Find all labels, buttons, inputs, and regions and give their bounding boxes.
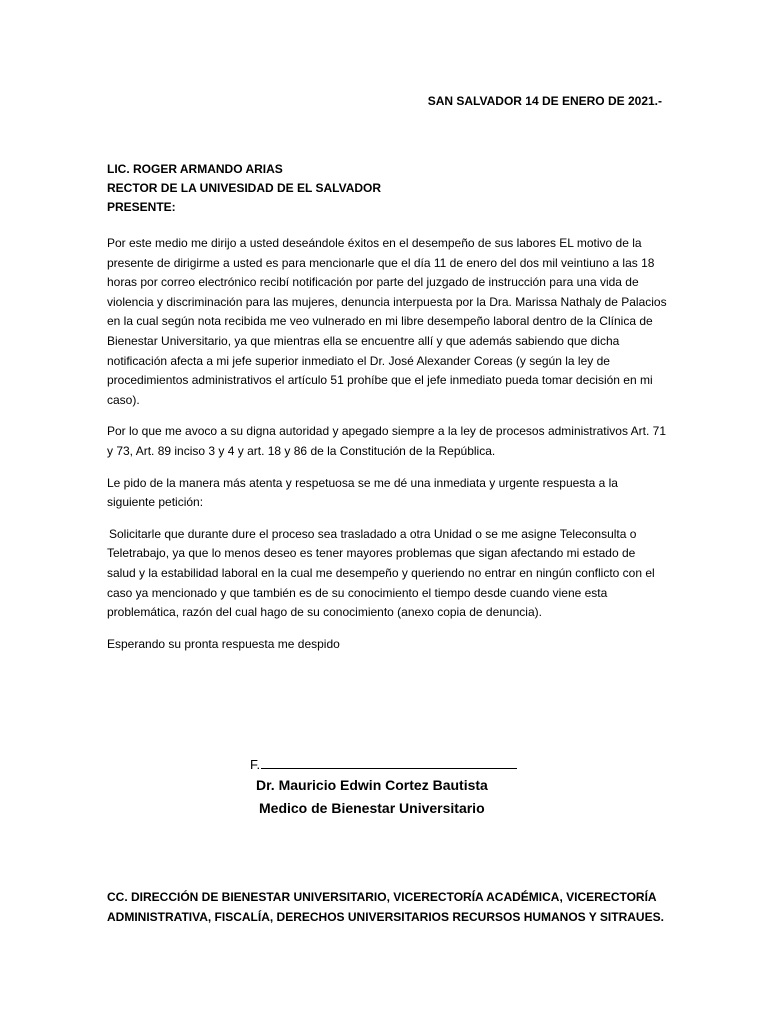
date-line: SAN SALVADOR 14 DE ENERO DE 2021.- xyxy=(427,94,662,108)
paragraph-legal-basis: Por lo que me avoco a su digna autoridad y apegado siempre a la ley de procesos administrativos Art. 71 y 73, Art. 89 inciso 3 y 4 y art. 18 y 86 de la Constitución de la República. xyxy=(107,424,666,458)
signatory-role: Medico de Bienestar Universitario xyxy=(259,800,485,816)
signature-line xyxy=(250,756,530,774)
recipient-block xyxy=(107,160,667,217)
letter-body xyxy=(107,234,667,666)
recipient-title: RECTOR DE LA UNIVESIDAD DE EL SALVADOR xyxy=(107,181,382,195)
paragraph-intro: Por este medio me dirijo a usted deseándole éxitos en el desempeño de sus labores EL motivo de la presente de dirigirme a usted es para mencionarle que el día 11 de enero del dos mil veintiuno a las 18 horas por correo electrónico recibí notificación por parte del juzgado de instrucción para una vida de violencia y discriminación para las mujeres, denuncia interpuesta por la Dra. Marissa Nathaly de Palacios en la cual según nota recibida me veo vulnerado en mi libre desempeño laboral dentro de la Clínica de Bienestar Universitario, ya que mientras ella se encuentre allí y que además sabiendo que dicha notificación afecta a mi jefe superior inmediato el Dr. José Alexander Coreas (y según la ley de procedimientos administrativos el artículo 51 prohíbe que el jefe inmediato pueda tomar decisión en mi caso). xyxy=(107,236,667,407)
recipient-salutation: PRESENTE: xyxy=(107,200,176,214)
paragraph-request: Solicitarle que durante dure el proceso sea trasladado a otra Unidad o se me asigne Teleconsulta o Teletrabajo, ya que lo menos deseo es tener mayores problemas que sigan afectando mi estado de salud y la estabilidad laboral en la cual me desempeño y queriendo no entrar en ningún conflicto con el caso ya mencionado y que también es de su conocimiento el tiempo desde cuando viene esta problemática, razón del cual hago de su conocimiento (anexo copia de denuncia). xyxy=(107,526,655,620)
recipient-name: LIC. ROGER ARMANDO ARIAS xyxy=(107,162,283,176)
signature-block xyxy=(250,756,530,820)
signature-underline xyxy=(261,756,517,769)
paragraph-closing: Esperando su pronta respuesta me despido xyxy=(107,636,340,651)
paragraph-request-intro: Le pido de la manera más atenta y respetuosa se me dé una inmediata y urgente respuesta a la siguiente petición: xyxy=(107,475,618,510)
signatory-name: Dr. Mauricio Edwin Cortez Bautista xyxy=(256,777,488,793)
signature-prefix: F. xyxy=(250,757,261,772)
cc-list: CC. DIRECCIÓN DE BIENESTAR UNIVERSITARIO, VICERECTORÍA ACADÉMICA, VICERECTORÍA ADMINISTRATIVA, FISCALÍA, DERECHOS UNIVERSITARIOS RECURSOS HUMANOS Y SITRAUES. xyxy=(107,890,664,924)
